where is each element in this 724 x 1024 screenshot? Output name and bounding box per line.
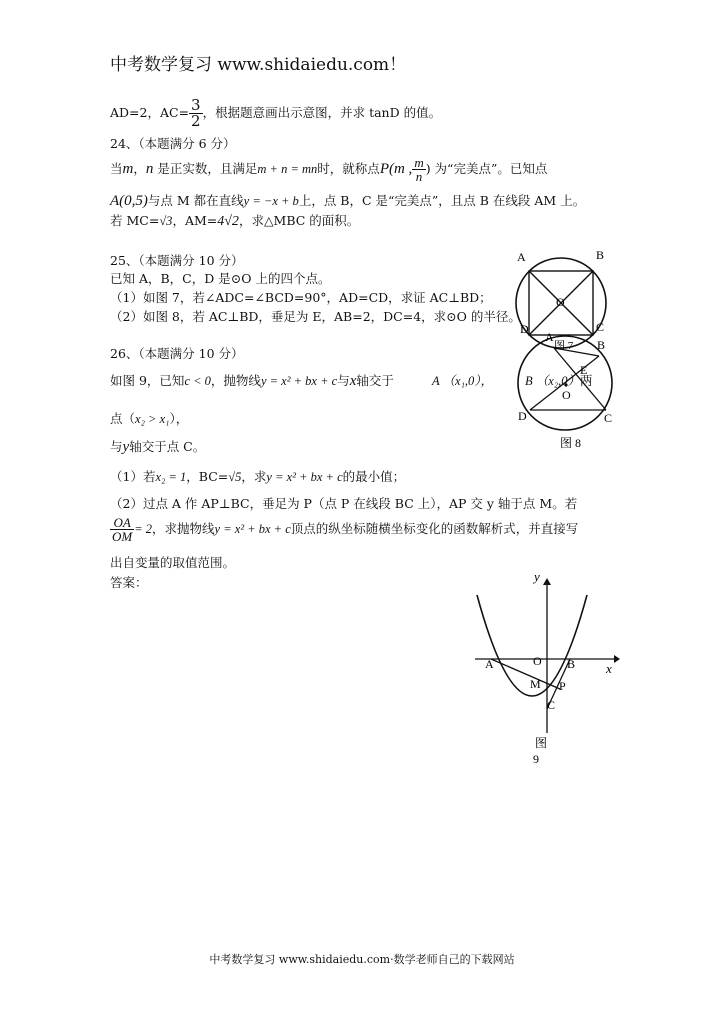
page-header: 中考数学复习 www.shidaiedu.com！	[110, 55, 407, 75]
figure-8	[508, 330, 623, 455]
q26-part-2-line-2: $\frac{OA}{OM}$ = 2，求抛物线y = x² + bx + c顶点的纵坐标随横坐标变化的函数解析式，并直接写	[112, 515, 579, 544]
fig8-chord-ab	[554, 348, 599, 356]
fig9-label-p: P	[559, 679, 566, 693]
prev-problem-text: AD=2，AC=	[110, 105, 190, 120]
q26-line-1: 如图 9，已知c < 0，抛物线y = x² + bx + c与x轴交于	[110, 373, 394, 389]
fig8-label-a: A	[545, 330, 554, 344]
fig7-label-d: D	[520, 322, 529, 336]
fig9-caption-1: 图	[535, 736, 548, 750]
q24-heading: 24、（本题满分 6 分）	[110, 136, 236, 151]
q25-line-3: （2）如图 8，若 AC⊥BD，垂足为 E，AB=2，DC=4，求⊙O 的半径。	[110, 309, 521, 324]
fig8-label-o: O	[562, 388, 571, 402]
fig9-line-ap	[491, 659, 560, 689]
fig9-y-arrow	[543, 578, 551, 585]
fig9-label-a: A	[485, 657, 494, 671]
fig9-label-b: B	[567, 657, 576, 671]
q25-line-2: （1）如图 7，若∠ADC=∠BCD=90°，AD=CD，求证 AC⊥BD；	[110, 290, 492, 305]
q26-line-1-point-b: B （x₂,0）两	[525, 373, 593, 388]
fig9-label-m: M	[530, 677, 541, 691]
q25-heading: 25、（本题满分 10 分）	[110, 253, 244, 268]
q26-part-2-line-1: （2）过点 A 作 AP⊥BC，垂足为 P（点 P 在线段 BC 上），AP 交 y 轴于点 M。若	[110, 496, 578, 511]
answer-label: 答案：	[110, 575, 148, 590]
q26-heading: 26、（本题满分 10 分）	[110, 346, 244, 361]
q25-line-1: 已知 A，B，C，D 是⊙O 上的四个点。	[110, 271, 331, 286]
q24-line-2: A(0,5)与点 M 都在直线y = −x + b上，点 B，C 是“完美点”，且点 B 在线段 AM 上。	[110, 193, 586, 209]
fig8-caption: 图 8	[560, 436, 582, 450]
q26-part-1: （1）若x₂ = 1，BC=√5，求y = x² + bx + c的最小值；	[110, 469, 406, 484]
fraction-oa-over-om: $\frac{OA}{OM}$	[112, 515, 133, 544]
q24-line-1: 当m，n 是正实数，且满足m + n = mn时，就称点P(m , $\frac{m}{n}$ ) 为“完美点”。已知点	[110, 155, 548, 184]
fig9-label-x: x	[606, 661, 612, 676]
q24-line-3: 若 MC=√3，AM=4√2，求△MBC 的面积。	[110, 213, 360, 229]
q26-part-2-line-3: 出自变量的取值范围。	[110, 555, 236, 570]
fig7-label-b: B	[596, 248, 605, 262]
q26-line-2: 点（x₂ > x₁），	[110, 411, 189, 426]
fig9-x-arrow	[614, 655, 620, 663]
fig7-label-a: A	[517, 250, 526, 264]
fig8-label-d: D	[518, 409, 527, 423]
page-footer: 中考数学复习 www.shidaiedu.com·数学老师自己的下载网站	[209, 953, 515, 966]
fig9-label-o: O	[533, 654, 542, 668]
fig7-caption: 图 7	[554, 340, 574, 350]
fig9-label-y: y	[534, 569, 540, 584]
fraction-m-over-n: $\frac{m}{n}$	[414, 155, 424, 184]
fig9-caption-2: 9	[533, 752, 539, 766]
fig8-label-b: B	[597, 338, 606, 352]
fig9-label-c: C	[547, 698, 556, 712]
prev-problem-tail: ，根据题意画出示意图，并求 tanD 的值。	[202, 105, 442, 120]
fraction-three-halves: $\frac{3}{2}$	[191, 96, 201, 130]
fig8-label-e: E	[580, 363, 588, 377]
fig8-label-c: C	[604, 411, 613, 425]
q26-line-1-points: A （x₁,0），	[432, 374, 494, 388]
fig7-label-o: O	[556, 295, 565, 309]
q26-line-3: 与y轴交于点 C。	[110, 439, 206, 455]
figure-9	[470, 565, 620, 770]
fig7-label-c: C	[596, 320, 605, 334]
prev-problem-line	[110, 98, 441, 129]
